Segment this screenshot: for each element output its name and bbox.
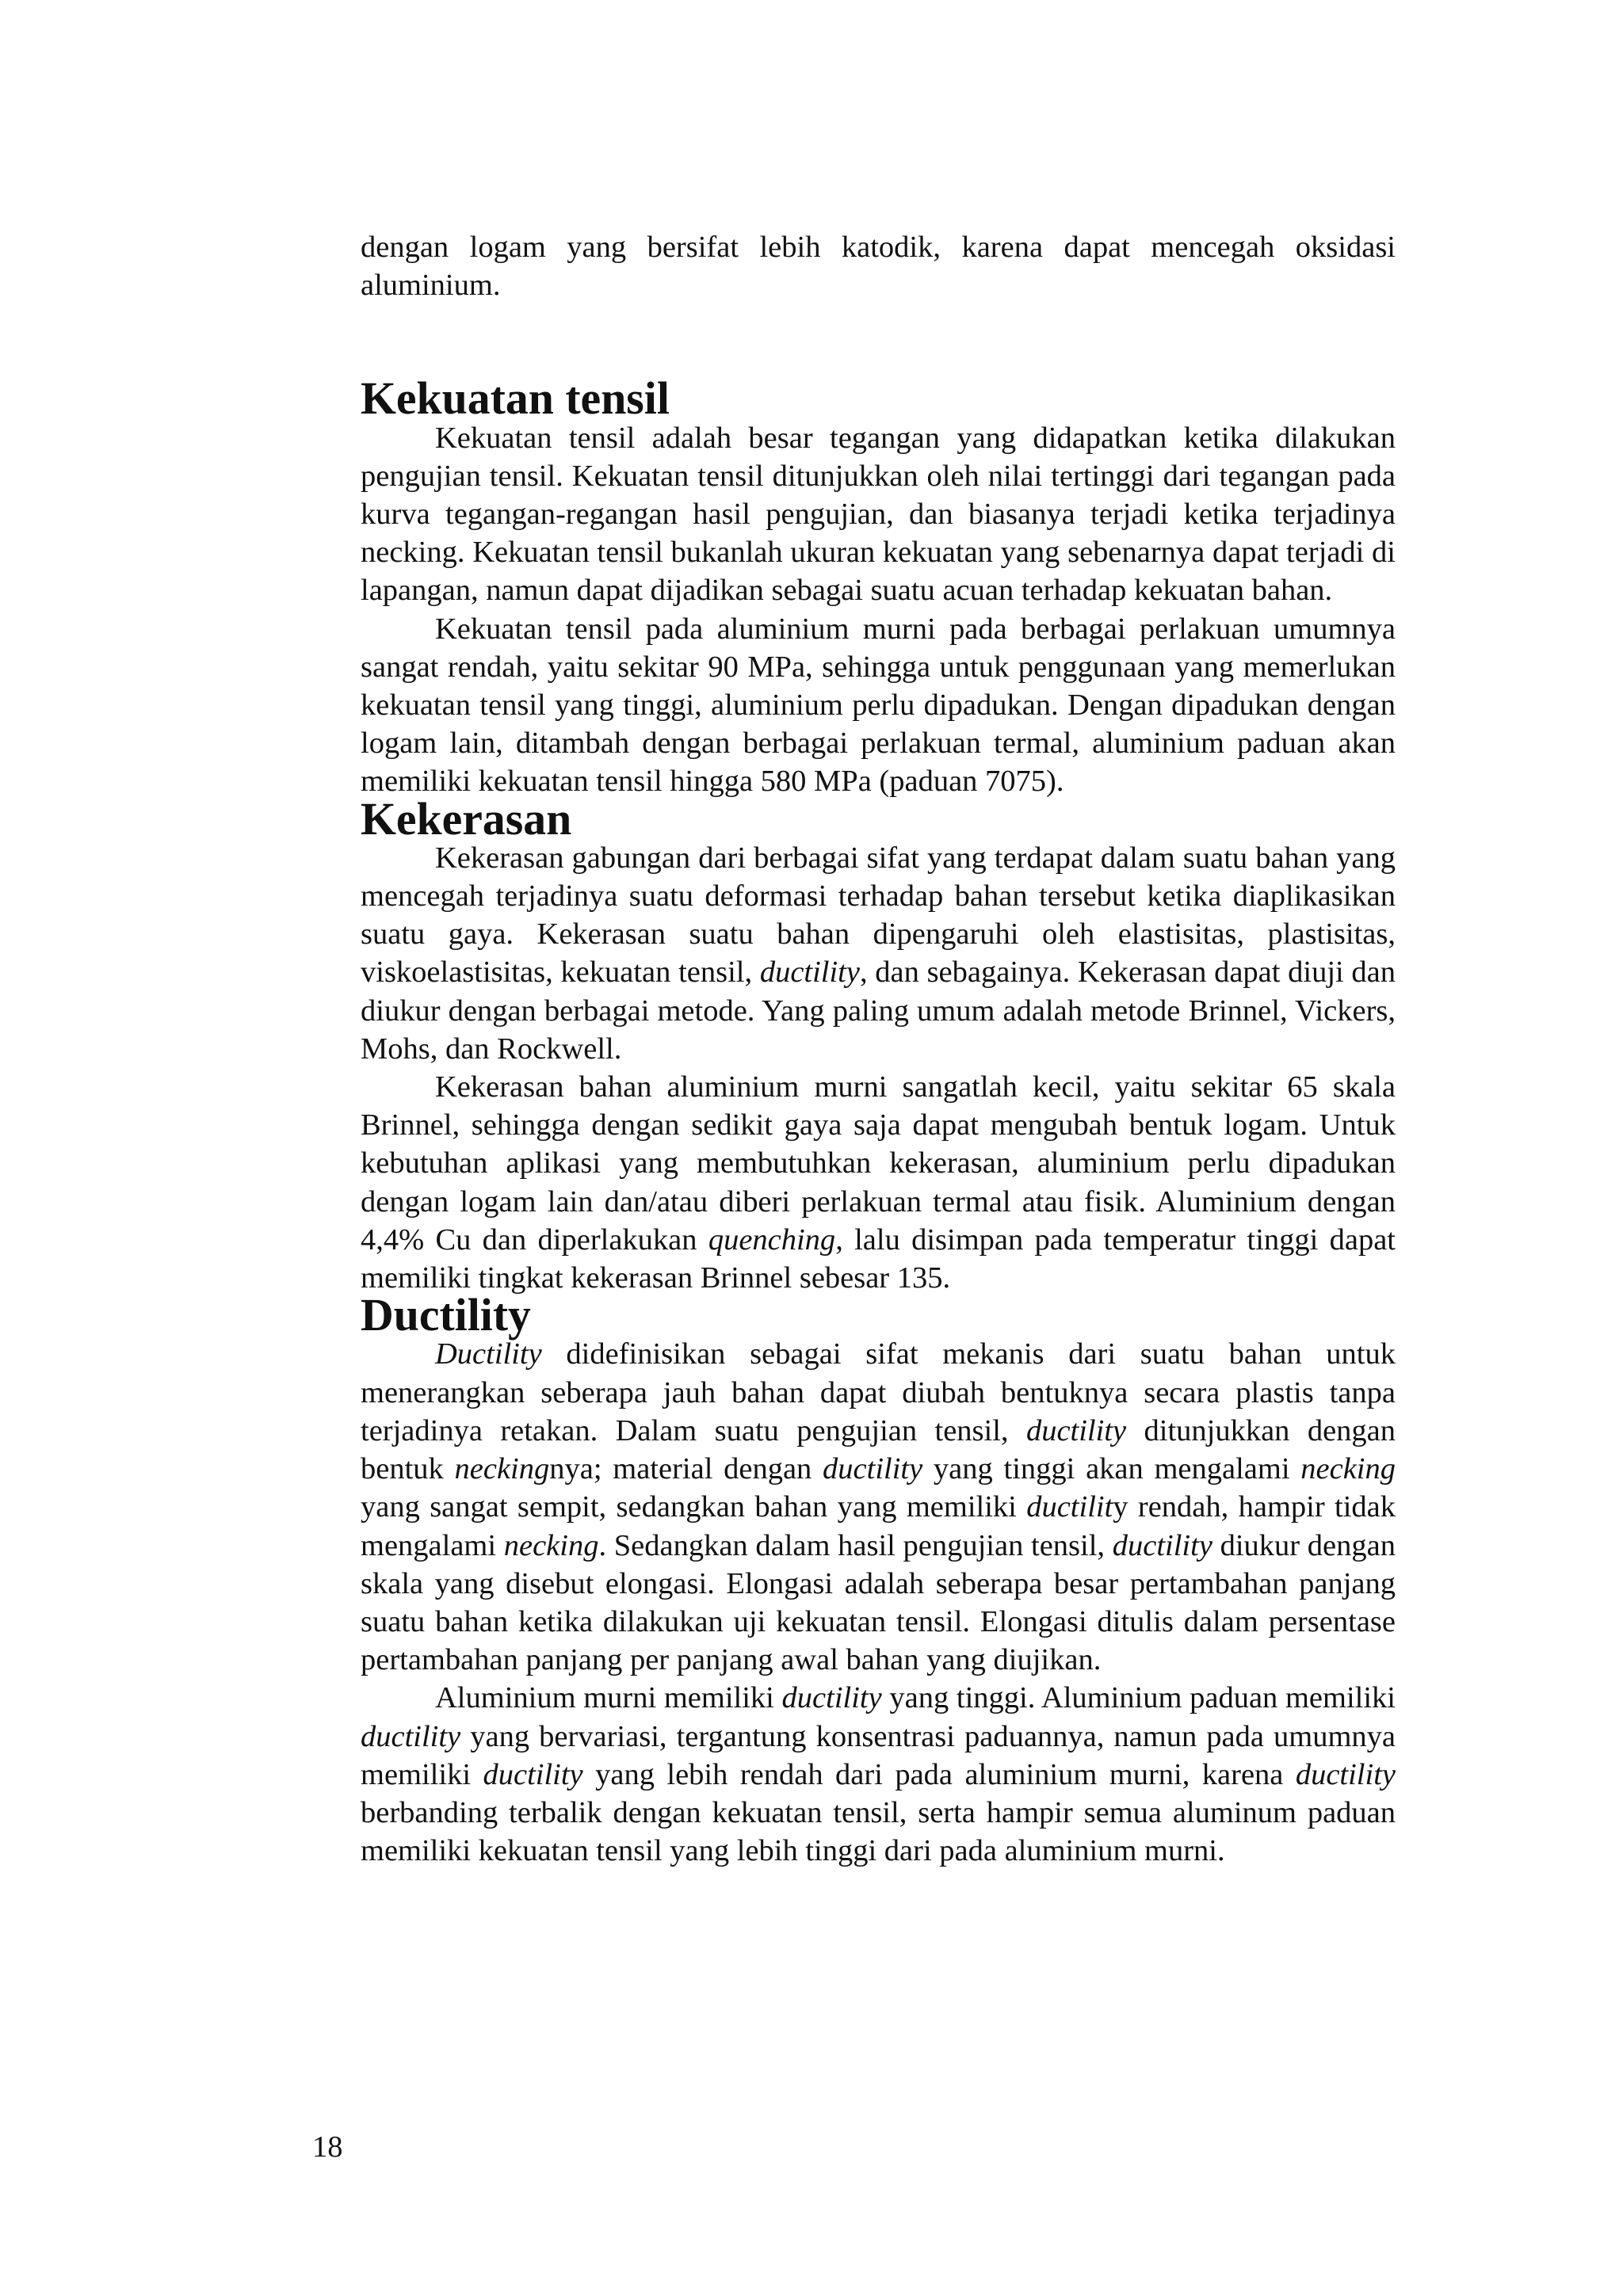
text-run: nya; material dengan — [549, 1452, 823, 1486]
italic-term: ductility — [1112, 1528, 1212, 1562]
heading-ductility: Ductility — [361, 1291, 531, 1341]
text-run: yang lebih rendah dari pada aluminium murni, karena — [582, 1757, 1296, 1791]
tensile-paragraph-2: Kekuatan tensil pada aluminium murni pada berbagai perlakuan umumnya sangat rendah, yaitu sekitar 90 MPa, sehingga untuk penggunaan yang memerlukan kekuatan tensil yang tinggi, aluminium perlu dipadukan. Dengan dipadukan dengan logam lain, ditambah dengan berbagai perlakuan termal, aluminium paduan akan memiliki kekuatan tensil hingga 580 MPa (paduan 7075). — [361, 612, 1396, 799]
italic-term: ductility — [781, 1681, 882, 1715]
italic-term: ductilit — [1026, 1490, 1113, 1524]
text-run: y rendah, hampir tidak mengalami — [361, 1490, 1396, 1562]
hardness-paragraph-1 — [361, 839, 1396, 1068]
italic-term: necking — [454, 1452, 550, 1486]
text-run: Aluminium murni memiliki — [435, 1681, 782, 1715]
italic-term: ductility — [1295, 1757, 1396, 1791]
text-run: yang sangat sempit, sedangkan bahan yang memiliki — [361, 1490, 1027, 1524]
text-run: Kekerasan gabungan dari berbagai sifat yang terdapat dalam suatu bahan yang mencegah terjadinya suatu deformasi terhadap bahan tersebut ketika diaplikasikan suatu gaya. Kekerasan suatu bahan dipengaruhi oleh elastisitas, plastisitas, viskoelastisitas, kekuatan tensil, — [361, 841, 1396, 990]
italic-term: ductility — [361, 1719, 461, 1753]
text-run: , dan sebagainya. Kekerasan dapat diuji dan diukur dengan berbagai metode. Yang paling umum adalah metode Brinnel, Vickers, Mohs, dan Rockwell. — [361, 955, 1396, 1066]
page-body — [361, 228, 1396, 1870]
text-run: . Sedangkan dalam hasil pengujian tensil, — [598, 1528, 1113, 1562]
ductility-paragraph-1 — [361, 1335, 1396, 1679]
intro-paragraph: dengan logam yang bersifat lebih katodik, karena dapat mencegah oksidasi aluminium. — [361, 231, 1396, 303]
text-run: ditunjukkan dengan bentuk — [361, 1413, 1396, 1486]
italic-term: ductility — [823, 1452, 923, 1486]
italic-term: Ductility — [435, 1337, 542, 1371]
heading-kekuatan-tensil: Kekuatan tensil — [361, 374, 670, 425]
hardness-paragraph-2 — [361, 1068, 1396, 1297]
section-gap — [361, 304, 1396, 380]
text-run: yang tinggi akan mengalami — [922, 1452, 1301, 1486]
tensile-paragraph-1: Kekuatan tensil adalah besar tegangan yang didapatkan ketika dilakukan pengujian tensil. Kekuatan tensil ditunjukkan oleh nilai tertinggi dari tegangan pada kurva tegangan-regangan hasil pengujian, dan biasanya terjadi ketika terjadinya necking. Kekuatan tensil bukanlah ukuran kekuatan yang sebenarnya dapat terjadi di lapangan, namun dapat dijadikan sebagai suatu acuan terhadap kekuatan bahan. — [361, 421, 1396, 608]
text-run: yang tinggi. Aluminium paduan memiliki — [881, 1681, 1396, 1715]
text-run: diukur dengan skala yang disebut elongasi. Elongasi adalah seberapa besar pertambahan panjang suatu bahan ketika dilakukan uji kekuatan tensil. Elongasi ditulis dalam persentase pertambahan panjang per panjang awal bahan yang diujikan. — [361, 1528, 1396, 1677]
italic-term: quenching — [708, 1222, 836, 1257]
text-run: didefinisikan sebagai sifat mekanis dari suatu bahan untuk menerangkan seberapa jauh bahan dapat diubah bentuknya secara plastis tanpa terjadinya retakan. Dalam suatu pengujian tensil, — [361, 1337, 1396, 1447]
text-run: berbanding terbalik dengan kekuatan tensil, serta hampir semua aluminum paduan memiliki kekuatan tensil yang lebih tinggi dari pada aluminium murni. — [361, 1795, 1396, 1868]
italic-term: ductility — [759, 955, 860, 990]
page-number: 18 — [312, 2130, 343, 2164]
italic-term: ductility — [1025, 1413, 1127, 1447]
italic-term: necking — [503, 1528, 599, 1562]
text-run: yang bervariasi, tergantung konsentrasi paduannya, namun pada umumnya memiliki — [361, 1719, 1396, 1791]
italic-term: ductility — [483, 1757, 583, 1791]
ductility-paragraph-2 — [361, 1679, 1396, 1870]
text-run: , lalu disimpan pada temperatur tinggi dapat memiliki tingkat kekerasan Brinnel sebesar 135. — [361, 1222, 1396, 1295]
italic-term: necking — [1300, 1452, 1396, 1486]
heading-kekerasan: Kekerasan — [361, 794, 572, 845]
text-run: Kekerasan bahan aluminium murni sangatlah kecil, yaitu sekitar 65 skala Brinnel, sehingga dengan sedikit gaya saja dapat mengubah bentuk logam. Untuk kebutuhan aplikasi yang membutuhkan kekerasan, aluminium perlu dipadukan dengan logam lain dan/atau diberi perlakuan termal atau fisik. Aluminium dengan 4,4% Cu dan diperlakukan — [361, 1070, 1396, 1257]
